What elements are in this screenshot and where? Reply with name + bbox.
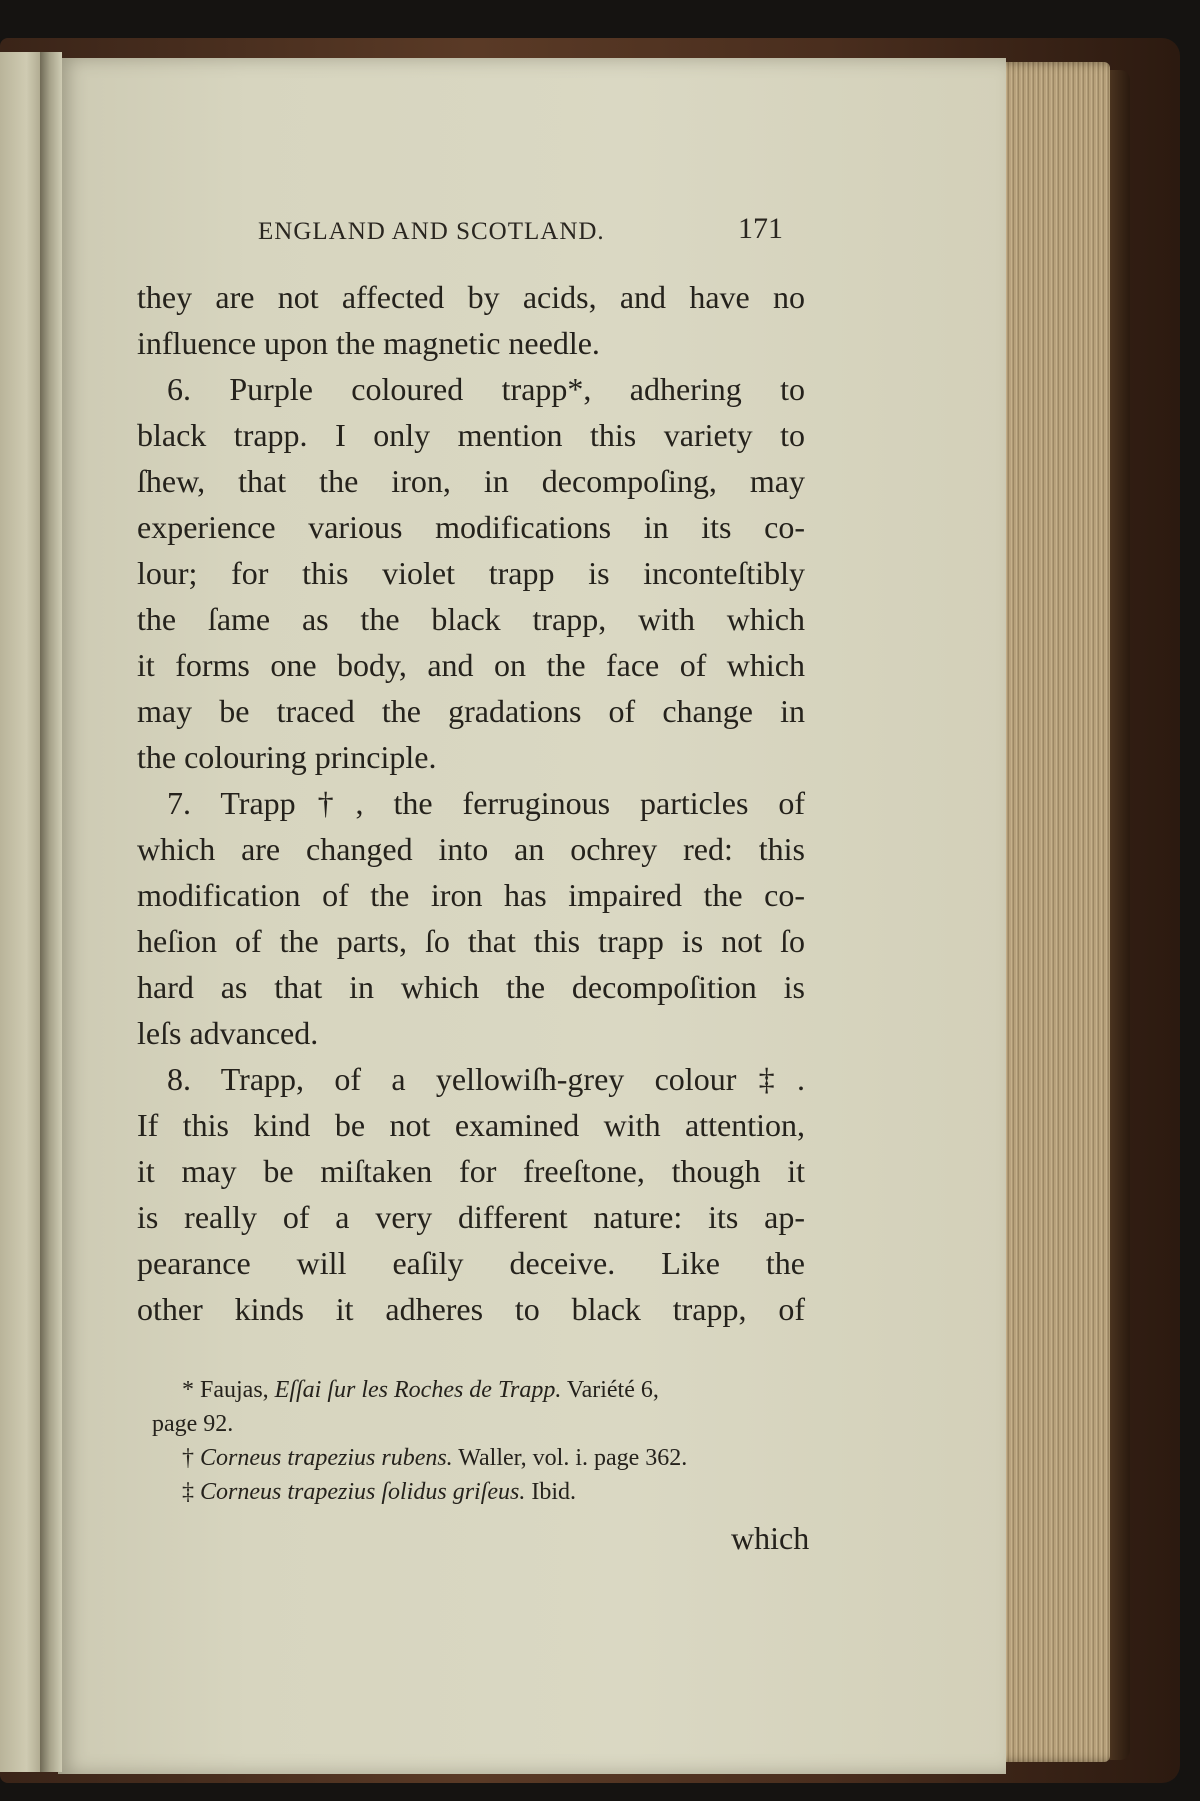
text-line: 8. Trapp, of a yellowiſh-grey colour‡.	[167, 1061, 805, 1097]
text-line: it may be miſtaken for freeſtone, though it	[137, 1153, 805, 1189]
text-line: 7. Trapp†, the ferruginous particles of	[167, 785, 805, 821]
text-line: which are changed into an ochrey red: this	[137, 831, 805, 867]
text-line: heſion of the parts, ſo that this trapp is not ſo	[137, 923, 805, 959]
footnote-mark: ‡	[182, 1479, 194, 1505]
footnote-1-continued: page 92.	[152, 1411, 234, 1437]
footnote-ref: Variété 6,	[566, 1377, 659, 1403]
text-line: other kinds it adheres to black trapp, of	[137, 1291, 805, 1327]
text-line: hard as that in which the decompoſition is	[137, 969, 805, 1005]
footnote-mark: *	[182, 1377, 194, 1403]
footnote-1	[152, 1373, 812, 1407]
footnote-author: Faujas,	[200, 1377, 269, 1403]
footnote-ref: Ibid.	[531, 1479, 577, 1505]
text-line: modification of the iron has impaired the co-	[137, 877, 805, 913]
page-gutter	[40, 52, 62, 1772]
body-text	[137, 274, 805, 1332]
text-line: black trapp. I only mention this variety to	[137, 417, 805, 453]
text-line: 6. Purple coloured trapp*, adhering to	[167, 371, 805, 407]
footnote-title: Corneus trapezius rubens.	[200, 1445, 453, 1471]
text-line: may be traced the gradations of change in	[137, 693, 805, 729]
footnote-2	[152, 1441, 812, 1475]
text-line: pearance will eaſily deceive. Like the	[137, 1245, 805, 1281]
text-line: it forms one body, and on the face of which	[137, 647, 805, 683]
facing-page-edge	[0, 52, 44, 1772]
text-line: influence upon the magnetic needle.	[137, 325, 600, 361]
text-line: leſs advanced.	[137, 1015, 319, 1051]
footnote-title: Eſſai ſur les Roches de Trapp.	[274, 1377, 562, 1403]
text-line: experience various modifications in its co-	[137, 509, 805, 545]
page-number: 171	[738, 212, 783, 245]
text-line: ſhew, that the iron, in decompoſing, may	[137, 463, 805, 499]
text-line: the colouring principle.	[137, 739, 437, 775]
running-title: ENGLAND AND SCOTLAND.	[258, 218, 605, 245]
footnote-3	[152, 1475, 812, 1509]
footnote-mark: †	[182, 1445, 194, 1471]
footnote-title: Corneus trapezius ſolidus griſeus.	[200, 1479, 526, 1505]
text-line: lour; for this violet trapp is inconteſtibly	[137, 555, 805, 591]
text-line: is really of a very different nature: its ap-	[137, 1199, 805, 1235]
text-line: If this kind be not examined with attention,	[137, 1107, 805, 1143]
footnotes	[152, 1373, 812, 1509]
text-line: the ſame as the black trapp, with which	[137, 601, 805, 637]
footnote-ref: Waller, vol. i. page 362.	[458, 1445, 688, 1471]
text-line: they are not affected by acids, and have no	[137, 279, 805, 315]
catchword: which	[731, 1520, 810, 1556]
page-fore-edge	[990, 62, 1110, 1762]
